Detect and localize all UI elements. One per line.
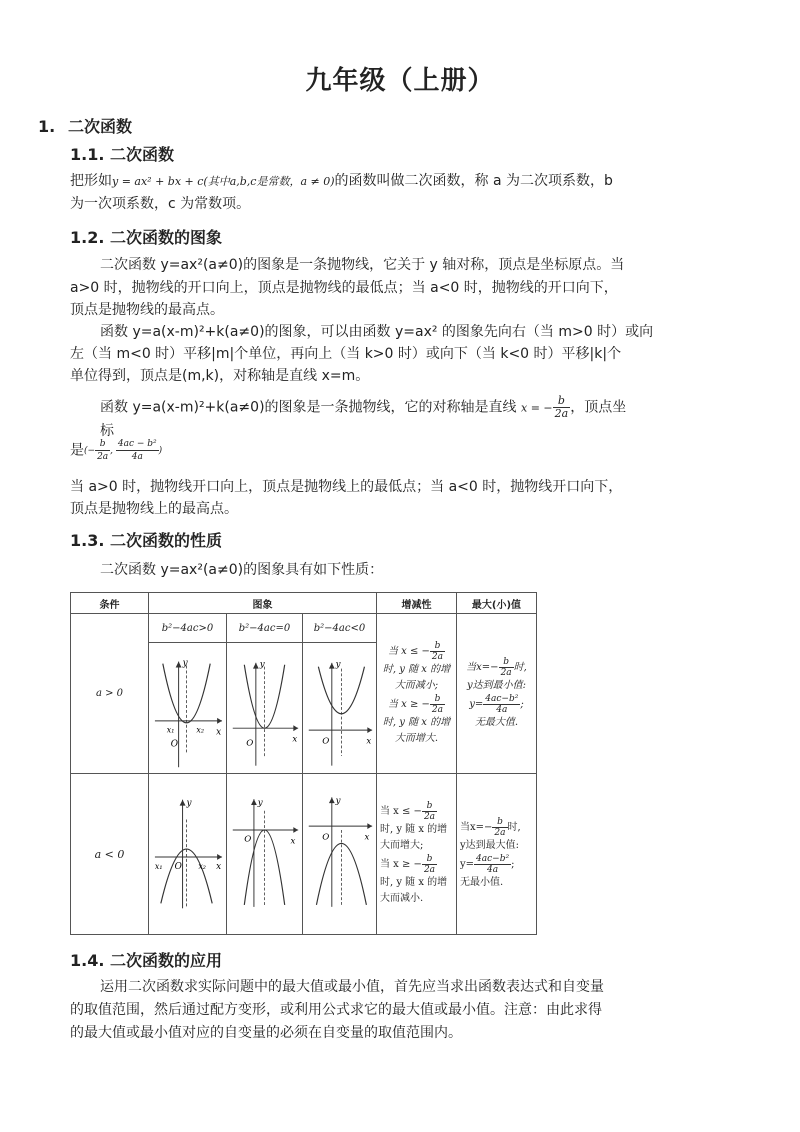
parabola-one-root-down-graph xyxy=(227,774,302,934)
text-run: y= xyxy=(460,859,475,870)
fraction xyxy=(422,854,437,875)
page-title: 九年级（上册） xyxy=(305,66,495,96)
numerator: 4ac−b² xyxy=(485,693,519,704)
x-arrow xyxy=(293,725,298,731)
section-title: 二次函数 xyxy=(68,117,133,136)
origin-label: O xyxy=(244,834,252,845)
section-number: 1. xyxy=(38,117,56,136)
paragraph-axis-line xyxy=(100,395,640,443)
text-run: 当x=− xyxy=(466,661,499,673)
numerator: 4ac−b² xyxy=(476,854,510,864)
denominator: 2a xyxy=(494,828,506,838)
root-label-x1: x₁ xyxy=(154,861,163,871)
text-run: 无最大值. xyxy=(474,716,519,728)
graph-cell xyxy=(227,643,303,774)
x-arrow xyxy=(367,823,372,829)
text-run: 是 xyxy=(70,442,84,459)
axis-label-x: x xyxy=(290,836,296,847)
numerator: b xyxy=(499,657,514,668)
axis-label-y: y xyxy=(335,796,341,807)
graph-cell xyxy=(227,774,303,935)
numerator: b xyxy=(492,817,507,828)
numerator: b xyxy=(430,641,445,652)
numerator: b xyxy=(553,395,571,408)
paragraph-line: 二次函数 y=ax²(a≠0)的图象具有如下性质： xyxy=(100,562,384,578)
axis-label-y: y xyxy=(257,797,263,808)
y-arrow xyxy=(329,797,335,803)
origin-label: O xyxy=(246,738,254,749)
text-run: 当 x ≥ − xyxy=(380,859,422,870)
discriminant-cell: b²−4ac=0 xyxy=(227,614,303,643)
paragraph-line: 运用二次函数求实际问题中的最大值或最小值，首先应当求出函数表达式和自变量 xyxy=(100,979,604,995)
text-run: 函数 y=a(x-m)²+k(a≠0)的图象是一条抛物线，它的对称轴是直线 xyxy=(100,399,517,416)
y-arrow xyxy=(329,663,335,669)
numerator: b xyxy=(95,438,110,451)
parabola-one-root-up-graph xyxy=(227,643,302,773)
numerator: b xyxy=(422,854,437,865)
subsection-heading-1-2: 1.2. 二次函数的图象 xyxy=(70,228,222,247)
paragraph-definition-line1 xyxy=(70,170,670,193)
denominator: 2a xyxy=(431,704,444,715)
paragraph-line: 左（当 m<0 时）平移|m|个单位，再向上（当 k>0 时）或向下（当 k<0 时）平移|k|个 xyxy=(70,346,622,362)
denominator: 4a xyxy=(131,452,143,462)
y-arrow xyxy=(176,662,182,668)
properties-table xyxy=(70,592,537,935)
denominator: 4a xyxy=(487,865,499,875)
axis-label-x: x xyxy=(366,736,372,747)
parabola-no-root-down-graph xyxy=(303,774,376,934)
text-run: 的函数叫做二次函数，称 a 为二次项系数，b xyxy=(334,173,613,189)
text-run: 把形如 xyxy=(70,173,112,189)
fraction xyxy=(474,854,511,875)
text-run: 当 x ≤ − xyxy=(387,645,430,657)
text-run: y达到最大值: xyxy=(460,840,520,851)
origin-label: O xyxy=(170,739,178,750)
text-run: 无最小值. xyxy=(460,877,504,888)
fraction xyxy=(430,641,445,662)
paragraph-line: 二次函数 y=ax²(a≠0)的图象是一条抛物线，它关于 y 轴对称，顶点是坐标原点。当 xyxy=(100,257,625,273)
y-arrow xyxy=(251,799,257,805)
paragraph-line: 单位得到，顶点是(m,k)，对称轴是直线 x=m。 xyxy=(70,368,370,384)
denominator: 4a xyxy=(496,704,508,715)
header-cell: 图象 xyxy=(149,593,377,614)
parabola-two-roots-down-graph xyxy=(149,774,226,934)
axis-label-x: x xyxy=(216,727,222,738)
section-heading xyxy=(38,114,132,137)
text-run: 时, y 随 x 的增大而增大; xyxy=(380,824,448,851)
subsection-heading-1-3: 1.3. 二次函数的性质 xyxy=(70,531,222,550)
graph-cell xyxy=(303,774,377,935)
graph-cell xyxy=(303,643,377,774)
origin-label: O xyxy=(322,832,330,843)
subsection-heading-1-1: 1.1. 二次函数 xyxy=(70,145,174,164)
axis-label-y: y xyxy=(259,659,265,670)
table-row-downward xyxy=(71,774,537,935)
text-run: 当x=− xyxy=(460,822,493,833)
monotonicity-cell xyxy=(377,614,457,774)
fraction xyxy=(492,817,507,838)
numerator: b xyxy=(422,801,437,812)
numerator: b xyxy=(430,694,445,705)
formula: x = − xyxy=(521,401,553,415)
text-run: ，顶点坐标 xyxy=(100,399,627,439)
paragraph-line: 函数 y=a(x-m)²+k(a≠0)的图象，可以由函数 y=ax² 的图象先向右（当 m>0 时）或向 xyxy=(100,324,654,340)
paragraph-vertex-line xyxy=(70,438,162,463)
fraction xyxy=(553,395,571,420)
condition-cell: a < 0 xyxy=(71,774,149,935)
parabola-two-roots-up-graph xyxy=(149,643,226,773)
discriminant-cell: b²−4ac>0 xyxy=(149,614,227,643)
table-discriminant-row xyxy=(71,614,537,643)
graph-cell xyxy=(149,774,227,935)
text-run: 时, xyxy=(507,822,521,833)
x-arrow xyxy=(367,727,372,733)
discriminant-cell: b²−4ac<0 xyxy=(303,614,377,643)
header-cell: 条件 xyxy=(71,593,149,614)
header-cell: 最大(小)值 xyxy=(457,593,537,614)
x-arrow xyxy=(217,854,222,860)
axis-label-x: x xyxy=(364,832,370,843)
denominator: 2a xyxy=(423,865,436,875)
text-run: 时, y 随 x 的增大而减小; xyxy=(382,663,451,691)
text-run: 时, y 随 x 的增大而增大. xyxy=(382,716,451,744)
text-run: 当 x ≥ − xyxy=(387,698,430,710)
paragraph-definition-line2: 为一次项系数，c 为常数项。 xyxy=(70,196,251,212)
text-run: 时, y 随 x 的增大而减小. xyxy=(380,877,448,904)
numerator: 4ac − b² xyxy=(117,439,157,449)
graph-cell xyxy=(149,643,227,774)
origin-label: O xyxy=(322,736,330,747)
formula: y = ax² + bx + c(其中a,b,c是常数，a ≠ 0) xyxy=(112,175,335,188)
extremum-cell: 当x=− $\frac{b}{2a}$ 时, y达到最大值: y= $\frac{\text{4ac−b²}}{4a}$ ; 无最小值. xyxy=(457,774,537,935)
denominator: 2a xyxy=(97,452,109,462)
monotonicity-cell xyxy=(377,774,457,935)
text-run: y= xyxy=(469,698,484,710)
fraction: (− $\frac{b}{2a}$ , $\frac{\text{4ac − b²}}{4a}$ ) xyxy=(84,439,163,462)
text-run: 时, xyxy=(513,661,527,673)
axis-label-y: y xyxy=(335,659,341,670)
table-header-row xyxy=(71,593,537,614)
fraction xyxy=(483,694,520,715)
paragraph-line: 顶点是抛物线的最高点。 xyxy=(70,302,224,318)
denominator: 2a xyxy=(423,812,436,822)
header-cell: 增减性 xyxy=(377,593,457,614)
fraction xyxy=(499,657,514,678)
denominator: 2a xyxy=(431,651,444,662)
y-arrow xyxy=(253,663,259,669)
axis-label-x: x xyxy=(216,861,222,872)
text-run: y达到最小值: xyxy=(466,679,527,691)
axis-label-y: y xyxy=(186,798,192,809)
subsection-heading-1-4: 1.4. 二次函数的应用 xyxy=(70,951,222,970)
axis-label-x: x xyxy=(292,734,298,745)
paragraph-line: 顶点是抛物线上的最高点。 xyxy=(70,501,238,517)
denominator: 2a xyxy=(500,667,512,678)
x-arrow xyxy=(293,827,298,833)
x-arrow xyxy=(217,718,222,724)
origin-label: O xyxy=(174,861,182,872)
parabola-no-root-up-graph xyxy=(303,643,376,773)
y-arrow xyxy=(180,800,186,806)
fraction xyxy=(430,694,445,715)
root-label-x1: x₁ xyxy=(166,725,175,735)
paragraph-line: a>0 时，抛物线的开口向上，顶点是抛物线的最低点；当 a<0 时，抛物线的开口向下， xyxy=(70,280,618,296)
axis-label-y: y xyxy=(182,658,188,669)
denominator: 2a xyxy=(554,407,569,420)
fraction xyxy=(422,801,437,822)
paragraph-line: 当 a>0 时，抛物线开口向上，顶点是抛物线上的最低点；当 a<0 时，抛物线开口向下， xyxy=(70,479,623,495)
paragraph-line: 的取值范围，然后通过配方变形，或利用公式求它的最大值或最小值。注意：由此求得 xyxy=(70,1002,602,1018)
root-label-x2: x₂ xyxy=(196,725,204,735)
condition-cell: a > 0 xyxy=(71,614,149,774)
text-run: 当 x ≤ − xyxy=(380,806,422,817)
root-label-x2: x₂ xyxy=(198,861,206,871)
extremum-cell: 当x=− $\frac{b}{2a}$ 时, y达到最小值: y= $\frac{\text{4ac−b²}}{4a}$ ; 无最大值. xyxy=(457,614,537,774)
paragraph-line: 的最大值或最小值对应的自变量的必须在自变量的取值范围内。 xyxy=(70,1025,462,1041)
